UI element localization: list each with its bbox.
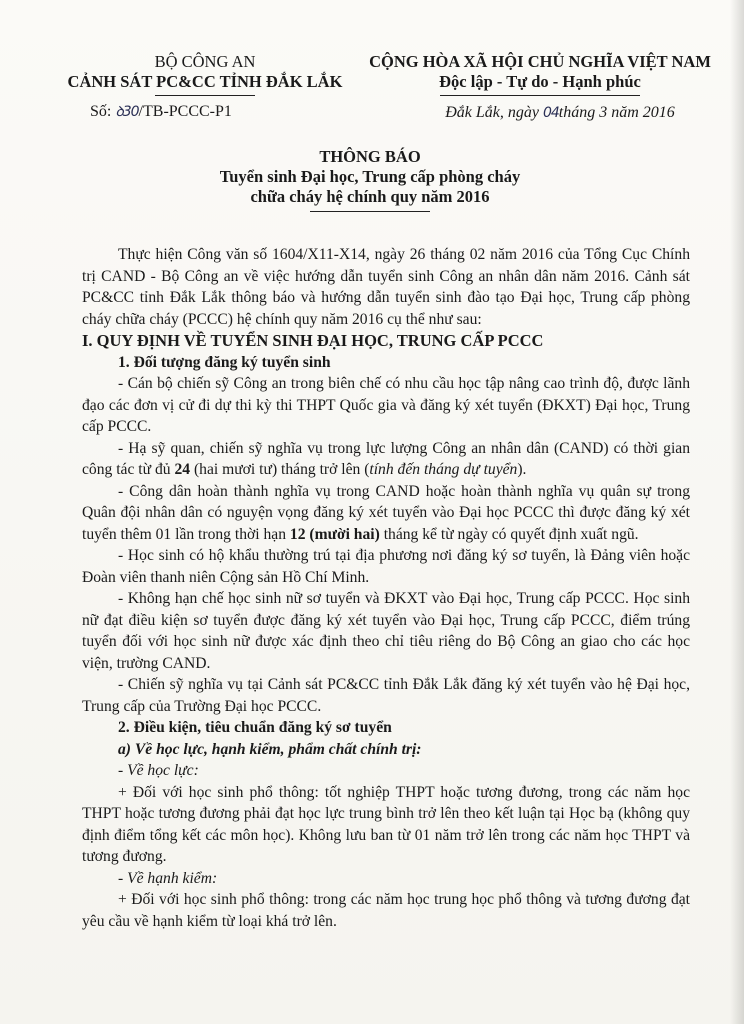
doc-number-handwritten: ꝺ30 <box>115 104 139 120</box>
page-edge-shadow <box>730 0 744 1024</box>
notice-body <box>82 244 690 932</box>
paragraph-conduct: + Đối với học sinh phổ thông: trong các năm học trung học phổ thông và tương đương đạt yêu cầu về hạnh kiểm từ loại khá trở lên. <box>82 891 690 930</box>
agency-name: CẢNH SÁT PC&CC TỈNH ĐẮK LẮK <box>67 72 343 91</box>
doc-number-suffix: /TB-PCCC-P1 <box>138 103 232 120</box>
p3-months-bold: 12 (mười hai) <box>289 525 380 543</box>
ministry-name: BỘ CÔNG AN <box>154 52 256 71</box>
paragraph-students: - Học sinh có hộ khẩu thường trú tại địa phương nơi đăng ký sơ tuyển, là Đảng viên hoặc Đoàn viên thanh niên Cộng sản Hồ Chí Minh. <box>82 547 690 586</box>
label-conduct: - Về hạnh kiểm: <box>118 869 218 887</box>
title-line-3: chữa cháy hệ chính quy năm 2016 <box>250 187 490 206</box>
paragraph-local-conscripts: - Chiến sỹ nghĩa vụ tại Cảnh sát PC&CC tỉnh Đắk Lắk đăng ký xét tuyển vào hệ Đại học, Trung cấp của Trường Đại học PCCC. <box>82 676 690 715</box>
date-day-handwritten: 04 <box>542 105 559 121</box>
national-motto: Độc lập - Tự do - Hạnh phúc <box>439 72 641 91</box>
section-heading-1: I. QUY ĐỊNH VỀ TUYỂN SINH ĐẠI HỌC, TRUNG CẤP PCCC <box>82 331 544 350</box>
subheading-2: 2. Điều kiện, tiêu chuẩn đăng ký sơ tuyển <box>118 719 392 736</box>
paragraph-female-students: - Không hạn chế học sinh nữ sơ tuyển và ĐKXT vào Đại học, Trung cấp PCCC. Học sinh nữ đạt điều kiện sơ tuyển được đăng ký xét tuyển vào Đại học, Trung cấp PCCC, điểm trúng tuyển đối với học sinh nữ được xác định theo chỉ tiêu riêng do Bộ Công an giao cho các học viện, trường CAND. <box>82 590 690 672</box>
title-line-1: THÔNG BÁO <box>319 147 421 166</box>
p3-text-c: tháng kể từ ngày có quyết định xuất ngũ. <box>379 525 639 543</box>
intro-paragraph: Thực hiện Công văn số 1604/X11-X14, ngày 26 tháng 02 năm 2016 của Tổng Cục Chính trị CAND - Bộ Công an về việc hướng dẫn tuyển sinh Công an nhân dân năm 2016. Cảnh sát PC&CC tỉnh Đắk Lắk thông báo và hướng dẫn tuyển sinh đào tạo Đại học, Trung cấp phòng cháy chữa cháy (PCCC) hệ chính quy năm 2016 cụ thể như sau: <box>82 246 690 328</box>
nation-name: CỘNG HÒA XÃ HỘI CHỦ NGHĨA VIỆT NAM <box>369 52 711 71</box>
p2-text-e: ). <box>517 461 527 478</box>
paragraph-officers: - Cán bộ chiến sỹ Công an trong biên chế có nhu cầu học tập nâng cao trình độ, được lãnh đạo các đơn vị cử đi dự thi kỳ thi THPT Quốc gia và đăng ký xét tuyển (ĐKXT) Đại học, Trung cấp PCCC. <box>82 375 690 435</box>
p3-text-a: - Công dân hoàn thành nghĩa vụ trong CAND hoặc hoàn thành nghĩa vụ quân sự trong Quân đội nhân dân có nguyện vọng đăng ký xét tuyển vào Đại học PCCC thì được đăng ký xét tuyển thêm 01 lần trong thời hạn <box>82 482 690 543</box>
doc-number-prefix: Số: <box>90 103 116 120</box>
label-academic: - Về học lực: <box>118 762 199 779</box>
paragraph-academic: + Đối với học sinh phổ thông: tốt nghiệp THPT hoặc tương đương, trong các năm học THPT hoặc tương đương phải đạt học lực trung bình trở lên theo kết luận tại Học bạ (không quy định điểm tổng kết các môn học). Không lưu ban từ 01 năm trở lên trong các năm học THPT và tương đương. <box>82 783 690 865</box>
title-rule <box>310 211 430 212</box>
title-line-2: Tuyển sinh Đại học, Trung cấp phòng cháy <box>219 167 521 186</box>
p2-italic-note: tính đến tháng dự tuyển <box>369 461 518 478</box>
subheading-1: 1. Đối tượng đăng ký tuyển sinh <box>118 353 331 371</box>
national-header <box>355 52 725 96</box>
date-suffix: tháng 3 năm 2016 <box>558 104 675 121</box>
paragraph-veterans <box>82 481 690 546</box>
date-prefix: Đắk Lắk, ngày <box>445 104 543 121</box>
p2-text-c: (hai mươi tư) tháng trở lên ( <box>190 461 370 478</box>
p2-months-bold: 24 <box>174 461 191 478</box>
subheading-2a: a) Về học lực, hạnh kiểm, phẩm chất chính trị: <box>118 740 422 758</box>
agency-header <box>60 52 350 96</box>
paragraph-conscripts <box>82 438 690 481</box>
agency-underline <box>155 95 255 96</box>
document-number <box>90 102 232 121</box>
p2-text-a: - Hạ sỹ quan, chiến sỹ nghĩa vụ trong lực lượng Công an nhân dân (CAND) có thời gian công tác từ đủ <box>82 439 690 478</box>
document-date <box>400 104 720 122</box>
motto-underline <box>440 95 640 96</box>
notice-title <box>120 147 620 212</box>
